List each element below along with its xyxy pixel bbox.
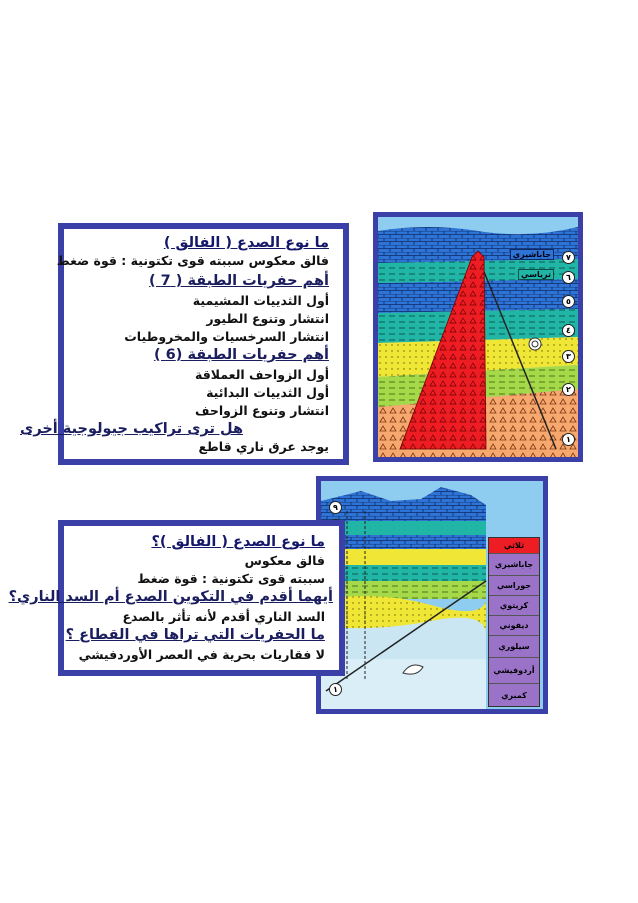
bottom-question-fossils: ما الحفريات التي تراها في القطاع ؟: [65, 627, 325, 643]
bottom-layer-number-9: ٩: [329, 501, 342, 514]
top-item-6-1: أول الزواحف العملاقة: [195, 367, 329, 382]
top-answer-fault-type: فالق معكوس سببته قوى تكتونية : قوة ضغط: [56, 253, 329, 268]
bottom-answer-force: سببته قوى تكتونية : قوة ضغط: [137, 571, 325, 586]
legend-cambrian: كمبري: [501, 690, 527, 700]
top-layer-number-3: ٣: [562, 350, 575, 363]
top-layer-number-4: ٤: [562, 324, 575, 337]
bottom-question-older: أيهما أقدم في التكوين الصدع أم السد الناري؟: [8, 589, 333, 605]
bottom-question-fault-type: ما نوع الصدع ( الفالق )؟: [151, 534, 325, 550]
top-geology-diagram: [373, 212, 583, 462]
legend-jabashiri: جاباشيري: [489, 554, 539, 576]
top-item-7-1: أول الثدييات المشيمية: [192, 293, 329, 308]
top-heading-layer-7: أهم حفريات الطبقة ( 7 ): [148, 273, 329, 289]
top-layer-number-5: ٥: [562, 295, 575, 308]
top-item-6-2: أول الثدييات البدائية: [206, 385, 329, 400]
top-label-triassic: ترياسي: [518, 269, 554, 280]
legend-jurassic: جوراسي: [489, 576, 539, 596]
legend-ordovician: أردوفيشي: [489, 658, 539, 684]
bottom-answer-fossils: لا فقاريات بحرية في العصر الأوردفيشي: [78, 647, 325, 662]
top-text-panel: [20, 223, 349, 465]
top-heading-layer-6: أهم حفريات الطبقة (6 ): [153, 347, 329, 363]
top-layer-number-2: ٢: [562, 383, 575, 396]
bottom-answer-fault-type: فالق معكوس: [244, 553, 325, 568]
top-layer-number-7: ٧: [562, 251, 575, 264]
bottom-answer-older: السد الناري أقدم لأنه تأثر بالصدع: [122, 609, 325, 624]
top-item-7-2: انتشار وتنوع الطيور: [206, 311, 329, 326]
top-label-jabashiri: جاباشيري: [510, 249, 554, 260]
top-layer-number-1: ١: [562, 433, 575, 446]
legend-silurian: سيلوري: [489, 636, 539, 658]
top-answer-structures: يوجد عرق ناري قاطع: [198, 439, 329, 454]
legend-cretaceous: كريتوي: [489, 596, 539, 616]
legend-devonian: ديفوني: [489, 616, 539, 636]
top-question-structures: هل ترى تراكيب جيولوجية أخرى: [20, 421, 243, 437]
ammonite-fossil-icon: [529, 338, 541, 350]
top-item-6-3: انتشار وتنوع الزواحف: [194, 403, 329, 418]
top-question-fault-type: ما نوع الصدع ( الفالق ): [163, 235, 329, 251]
top-layer-number-6: ٦: [562, 271, 575, 284]
bottom-geology-diagram: [316, 476, 548, 714]
top-item-7-3: انتشار السرخسيات والمخروطيات: [124, 329, 329, 344]
bottom-text-panel: [8, 520, 345, 676]
bottom-layer-number-1: ١: [329, 683, 342, 696]
legend-tertiary: ثلاثي: [489, 538, 539, 554]
bottom-legend: [488, 537, 540, 707]
